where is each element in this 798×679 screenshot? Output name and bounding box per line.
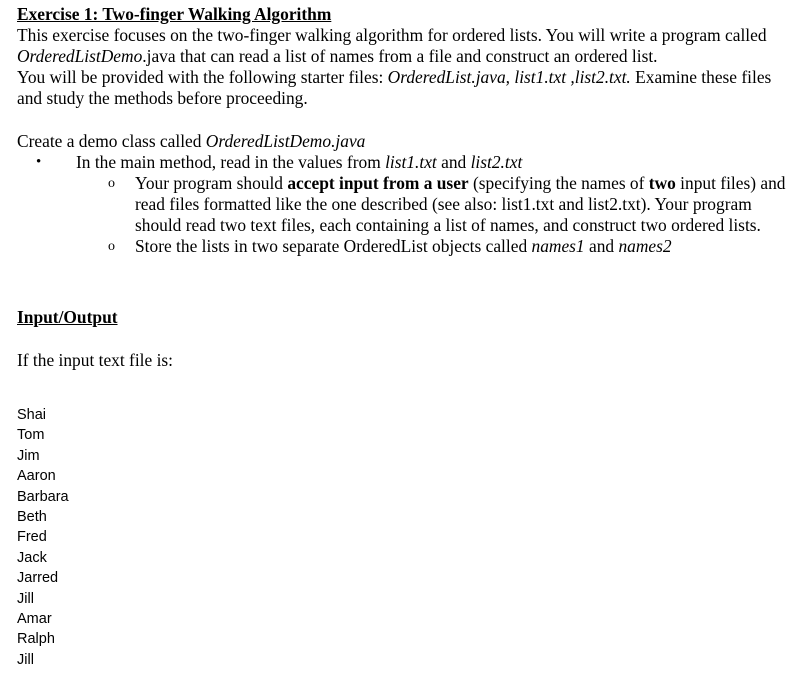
name-item: Ralph xyxy=(17,631,55,648)
name-item: Jill xyxy=(17,651,34,668)
sub1-text-a: Your program should xyxy=(135,173,288,193)
intro-text-2: .java that can read a list of names from a file and construct an ordered list. xyxy=(142,46,658,66)
sub2-text-a: Store the lists in two separate OrderedList objects called xyxy=(135,236,532,256)
intro-text-1: This exercise focuses on the two-finger walking algorithm for ordered lists. You will write a program called xyxy=(17,25,767,45)
name-item: Amar xyxy=(17,611,52,628)
create-prefix: Create a demo class called xyxy=(17,131,206,151)
sub2-text-b: names1 xyxy=(531,236,585,256)
document-page xyxy=(17,4,792,371)
sub-bullet-input xyxy=(17,173,792,236)
create-instruction xyxy=(17,131,792,152)
names-list xyxy=(17,405,69,670)
sub1-text-c: (specifying the names of xyxy=(468,173,649,193)
name-item: Jarred xyxy=(17,570,59,587)
sub-bullet-icon: o xyxy=(108,176,115,191)
sub-bullet-store xyxy=(17,236,792,257)
name-item: Jack xyxy=(17,549,47,566)
bullet-main-method xyxy=(17,152,792,257)
sub1-text-d: two xyxy=(648,173,676,193)
bullet-file1: list1.txt xyxy=(385,152,437,172)
io-heading: Input/Output xyxy=(17,307,118,327)
name-item: Jill xyxy=(17,590,34,607)
name-item: Barbara xyxy=(17,488,69,505)
sub1-text-e: input files) and read files formatted like the one described (see also: list1.txt and list2.txt). Your program should read two text files, each containing a list of names, and construct two ordered lists. xyxy=(135,173,786,235)
io-intro: If the input text file is: xyxy=(17,350,173,370)
name-item: Shai xyxy=(17,407,47,423)
intro-class-name: OrderedListDemo xyxy=(17,46,143,66)
intro-text-4: Examine these files and study the methods before proceeding. xyxy=(17,67,772,108)
bullet-icon: • xyxy=(36,154,42,170)
sub-bullet-icon: o xyxy=(108,239,115,254)
sub2-text-c: and xyxy=(584,236,619,256)
name-item: Fred xyxy=(17,529,47,546)
intro-text-3: You will be provided with the following starter files: xyxy=(17,67,388,87)
create-class-name: OrderedListDemo.java xyxy=(205,131,366,151)
sub2-text-d: names2 xyxy=(618,236,672,256)
bullet-file2: list2.txt xyxy=(470,152,523,172)
name-item: Aaron xyxy=(17,468,56,485)
name-item: Jim xyxy=(17,447,40,464)
name-item: Beth xyxy=(17,509,47,526)
sub-bullet-list xyxy=(17,173,792,257)
bullet-list xyxy=(17,152,792,257)
exercise-heading: Exercise 1: Two-finger Walking Algorithm xyxy=(17,4,332,24)
exercise-intro xyxy=(17,25,792,109)
bullet-text-1: In the main method, read in the values from xyxy=(76,152,386,172)
name-item: Tom xyxy=(17,427,45,444)
sub1-text-b: accept input from a user xyxy=(287,173,469,193)
intro-starter-files: OrderedList.java, list1.txt ,list2.txt. xyxy=(387,67,631,87)
bullet-and: and xyxy=(436,152,471,172)
